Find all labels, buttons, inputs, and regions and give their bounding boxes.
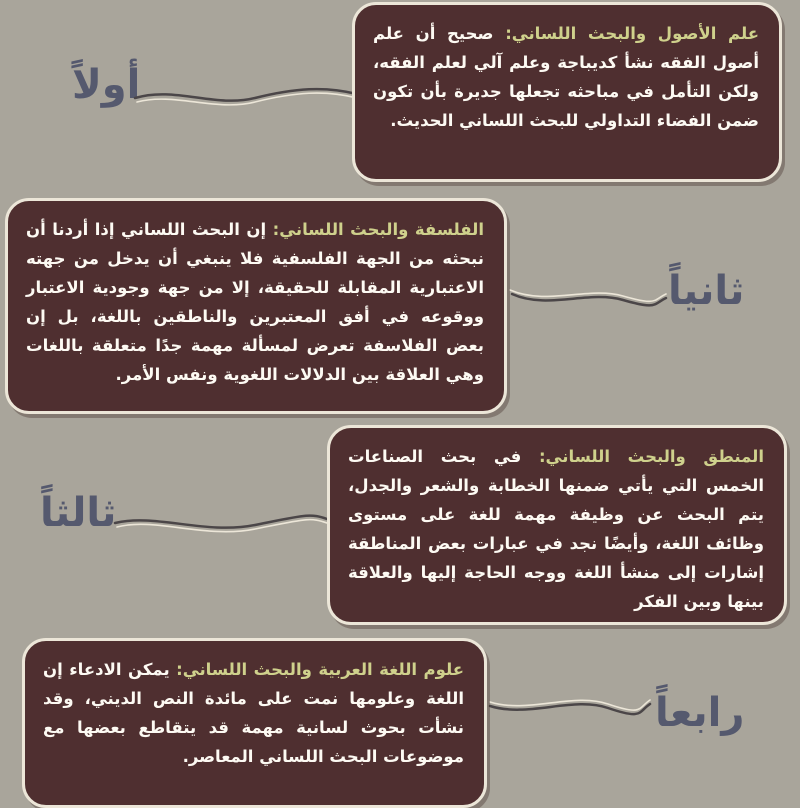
section-2-text — [26, 215, 484, 389]
section-1-text — [373, 19, 759, 135]
section-1-connector — [135, 78, 360, 108]
section-3-connector — [115, 505, 330, 535]
section-3-card — [327, 425, 787, 625]
section-4-title: علوم اللغة العربية والبحث اللساني: — [176, 660, 464, 679]
section-2-connector — [508, 280, 668, 310]
section-4-connector — [488, 690, 653, 720]
section-3-body: في بحث الصناعات الخمس التي يأتي ضمنها الخطابة والشعر والجدل، يتم البحث عن وظيفة مهمة للغة على مستوى وظائف اللغة، وأيضًا نجد في عبارات بعض المناطقة إشارات إلى منشأ اللغة ووجه الحاجة إليها والعلاقة بينها وبين الفكر — [348, 447, 764, 611]
section-4-text — [43, 655, 464, 771]
section-2-title: الفلسفة والبحث اللساني: — [272, 220, 484, 239]
section-1-card — [352, 2, 782, 182]
section-3-text — [348, 442, 764, 616]
section-4-label: رابعاً — [655, 690, 745, 736]
section-3-label: ثالثاً — [40, 490, 117, 536]
section-2-label: ثانياً — [668, 268, 745, 314]
section-1-body: صحيح أن علم أصول الفقه نشأ كديباجة وعلم آلي لعلم الفقه، ولكن التأمل في مباحثه تجعلها جديرة بأن تكون ضمن الفضاء التداولي للبحث اللساني الحديث. — [373, 24, 759, 130]
section-2-card — [5, 198, 507, 414]
section-4-card — [22, 638, 487, 808]
section-3-title: المنطق والبحث اللساني: — [538, 447, 765, 466]
section-4-body: يمكن الادعاء إن اللغة وعلومها نمت على مائدة النص الديني، وقد نشأت بحوث لسانية مهمة قد يتقاطع بعضها مع موضوعات البحث اللساني المعاصر. — [43, 660, 464, 766]
section-2-body: إن البحث اللساني إذا أردنا أن نبحثه من الجهة الفلسفية فلا ينبغي أن يدخل من جهته الاعتبارية المقابلة للحقيقة، إلا من جهة وجودية الاعتبار ووقوعه في أفق المعتبرين والناطقين باللغة، بل إن بعض الفلاسفة تعرض لمسألة مهمة جدًا متعلقة باللغات وهي العلاقة بين الدلالات اللغوية ونفس الأمر. — [26, 220, 484, 384]
section-1-title: علم الأصول والبحث اللساني: — [505, 24, 759, 43]
section-1-label: أولاً — [72, 62, 141, 108]
